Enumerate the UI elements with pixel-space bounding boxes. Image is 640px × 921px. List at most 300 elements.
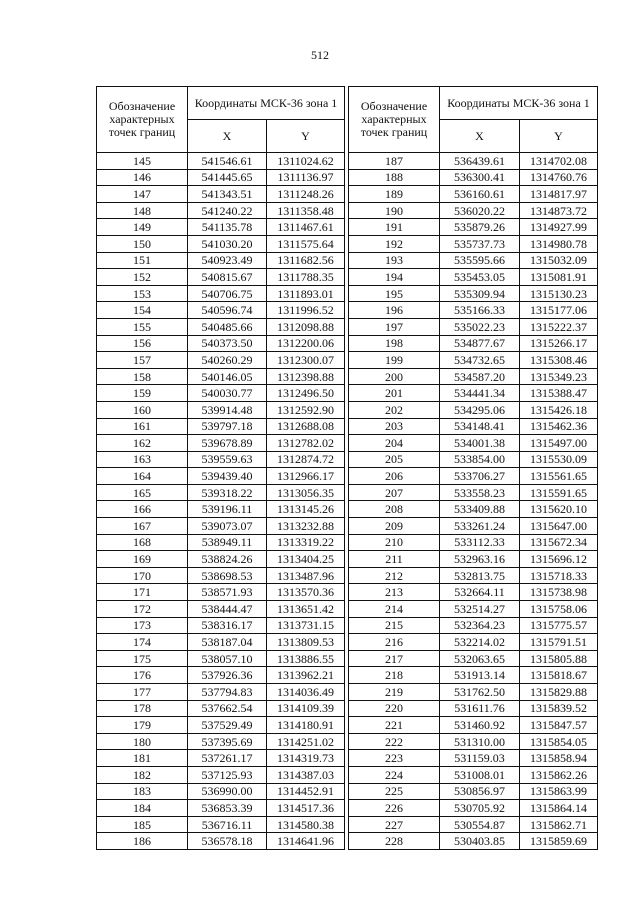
table-row <box>349 800 598 817</box>
y-coordinate-cell: 1315847.57 <box>520 717 598 734</box>
x-coordinate-cell: 540706.75 <box>188 285 267 302</box>
point-label-header: Обозначение характерных точек границ <box>97 87 188 153</box>
y-coordinate-cell: 1315222.37 <box>520 318 598 335</box>
point-number-cell: 168 <box>97 534 188 551</box>
x-coordinate-cell: 535453.05 <box>440 269 520 286</box>
table-row <box>349 750 598 767</box>
y-coordinate-cell: 1313145.26 <box>267 501 345 518</box>
point-number-cell: 187 <box>349 153 440 170</box>
x-coordinate-cell: 540260.29 <box>188 352 267 369</box>
x-coordinate-cell: 536716.11 <box>188 816 267 833</box>
table-row <box>97 285 345 302</box>
table-row <box>349 766 598 783</box>
y-coordinate-cell: 1315839.52 <box>520 700 598 717</box>
y-coordinate-cell: 1315863.99 <box>520 783 598 800</box>
x-coordinate-cell: 540030.77 <box>188 385 267 402</box>
page-number: 512 <box>311 48 329 62</box>
table-row <box>349 186 598 203</box>
point-number-cell: 164 <box>97 468 188 485</box>
table-row <box>97 816 345 833</box>
point-number-cell: 192 <box>349 235 440 252</box>
point-number-cell: 154 <box>97 302 188 319</box>
table-row <box>349 368 598 385</box>
point-number-cell: 162 <box>97 435 188 452</box>
table-row <box>349 650 598 667</box>
x-coordinate-cell: 532664.11 <box>440 584 520 601</box>
y-coordinate-cell: 1311358.48 <box>267 202 345 219</box>
x-coordinate-cell: 540815.67 <box>188 269 267 286</box>
table-row <box>97 667 345 684</box>
x-coordinate-cell: 540485.66 <box>188 318 267 335</box>
point-number-cell: 166 <box>97 501 188 518</box>
point-number-cell: 181 <box>97 750 188 767</box>
table-row <box>97 551 345 568</box>
table-row <box>97 733 345 750</box>
x-coordinate-cell: 532214.02 <box>440 634 520 651</box>
point-number-cell: 213 <box>349 584 440 601</box>
table-row <box>349 468 598 485</box>
point-number-cell: 180 <box>97 733 188 750</box>
y-coordinate-cell: 1314760.76 <box>520 169 598 186</box>
table-row <box>97 518 345 535</box>
y-coordinate-cell: 1315862.26 <box>520 766 598 783</box>
point-number-cell: 155 <box>97 318 188 335</box>
table-row <box>97 302 345 319</box>
point-number-cell: 156 <box>97 335 188 352</box>
x-coordinate-cell: 535022.23 <box>440 318 520 335</box>
x-coordinate-cell: 537125.93 <box>188 766 267 783</box>
table-row <box>349 733 598 750</box>
point-number-cell: 215 <box>349 617 440 634</box>
point-number-cell: 172 <box>97 601 188 618</box>
x-coordinate-cell: 534441.34 <box>440 385 520 402</box>
y-coordinate-cell: 1311575.64 <box>267 235 345 252</box>
point-number-cell: 148 <box>97 202 188 219</box>
x-coordinate-cell: 541135.78 <box>188 219 267 236</box>
x-coordinate-cell: 532514.27 <box>440 601 520 618</box>
x-coordinate-cell: 541546.61 <box>188 153 267 170</box>
x-coordinate-cell: 536853.39 <box>188 800 267 817</box>
table-row <box>349 684 598 701</box>
table-row <box>349 700 598 717</box>
point-number-cell: 220 <box>349 700 440 717</box>
table-row <box>97 269 345 286</box>
point-number-cell: 159 <box>97 385 188 402</box>
y-coordinate-cell: 1315497.00 <box>520 435 598 452</box>
point-number-cell: 208 <box>349 501 440 518</box>
point-number-cell: 153 <box>97 285 188 302</box>
table-row <box>349 219 598 236</box>
x-coordinate-cell: 539559.63 <box>188 451 267 468</box>
y-coordinate-cell: 1315858.94 <box>520 750 598 767</box>
point-number-cell: 161 <box>97 418 188 435</box>
y-coordinate-cell: 1315775.57 <box>520 617 598 634</box>
x-coordinate-cell: 534295.06 <box>440 401 520 418</box>
point-number-cell: 194 <box>349 269 440 286</box>
table-row <box>97 153 345 170</box>
x-coordinate-cell: 534587.20 <box>440 368 520 385</box>
y-coordinate-cell: 1311024.62 <box>267 153 345 170</box>
y-coordinate-cell: 1312782.02 <box>267 435 345 452</box>
x-coordinate-cell: 539797.18 <box>188 418 267 435</box>
y-coordinate-cell: 1315758.06 <box>520 601 598 618</box>
point-number-cell: 151 <box>97 252 188 269</box>
point-number-cell: 221 <box>349 717 440 734</box>
point-number-cell: 219 <box>349 684 440 701</box>
table-row <box>349 783 598 800</box>
point-number-cell: 207 <box>349 484 440 501</box>
y-coordinate-cell: 1311996.52 <box>267 302 345 319</box>
table-row <box>97 169 345 186</box>
y-coordinate-cell: 1315561.65 <box>520 468 598 485</box>
table-row <box>97 700 345 717</box>
x-coordinate-cell: 531460.92 <box>440 717 520 734</box>
y-coordinate-cell: 1315791.51 <box>520 634 598 651</box>
y-coordinate-cell: 1313319.22 <box>267 534 345 551</box>
x-coordinate-cell: 532364.23 <box>440 617 520 634</box>
table-row <box>349 169 598 186</box>
point-number-cell: 158 <box>97 368 188 385</box>
point-number-cell: 149 <box>97 219 188 236</box>
y-coordinate-cell: 1314319.73 <box>267 750 345 767</box>
coords-system-header: Координаты МСК-36 зона 1 <box>188 87 345 120</box>
y-coordinate-cell: 1314180.91 <box>267 717 345 734</box>
table-row <box>349 285 598 302</box>
table-row <box>97 601 345 618</box>
x-coordinate-cell: 539678.89 <box>188 435 267 452</box>
table-row <box>349 551 598 568</box>
x-coordinate-cell: 531611.76 <box>440 700 520 717</box>
x-coordinate-cell: 538824.26 <box>188 551 267 568</box>
point-number-cell: 200 <box>349 368 440 385</box>
point-number-cell: 178 <box>97 700 188 717</box>
y-coordinate-cell: 1315388.47 <box>520 385 598 402</box>
y-coordinate-cell: 1315862.71 <box>520 816 598 833</box>
y-coordinate-cell: 1311136.97 <box>267 169 345 186</box>
x-coordinate-cell: 539318.22 <box>188 484 267 501</box>
table-row <box>349 567 598 584</box>
y-coordinate-cell: 1315859.69 <box>520 833 598 850</box>
table-row <box>97 318 345 335</box>
table-row <box>349 833 598 850</box>
x-coordinate-cell: 538698.53 <box>188 567 267 584</box>
point-number-cell: 218 <box>349 667 440 684</box>
table-row <box>97 468 345 485</box>
y-coordinate-cell: 1314452.91 <box>267 783 345 800</box>
point-number-cell: 193 <box>349 252 440 269</box>
point-number-cell: 190 <box>349 202 440 219</box>
y-coordinate-cell: 1313962.21 <box>267 667 345 684</box>
table-row <box>349 717 598 734</box>
y-coordinate-cell: 1312496.50 <box>267 385 345 402</box>
point-number-cell: 183 <box>97 783 188 800</box>
table-row <box>97 235 345 252</box>
x-coordinate-cell: 536578.18 <box>188 833 267 850</box>
x-coordinate-cell: 533706.27 <box>440 468 520 485</box>
point-number-cell: 182 <box>97 766 188 783</box>
x-coordinate-cell: 535737.73 <box>440 235 520 252</box>
y-coordinate-cell: 1315462.36 <box>520 418 598 435</box>
point-number-cell: 173 <box>97 617 188 634</box>
point-number-cell: 222 <box>349 733 440 750</box>
y-coordinate-cell: 1311248.26 <box>267 186 345 203</box>
y-coordinate-cell: 1315738.98 <box>520 584 598 601</box>
table-row <box>349 484 598 501</box>
point-number-cell: 197 <box>349 318 440 335</box>
x-coordinate-cell: 533409.88 <box>440 501 520 518</box>
point-label-header: Обозначение характерных точек границ <box>349 87 440 153</box>
point-number-cell: 204 <box>349 435 440 452</box>
point-number-cell: 177 <box>97 684 188 701</box>
table-row <box>349 352 598 369</box>
point-number-cell: 225 <box>349 783 440 800</box>
x-coordinate-cell: 533112.33 <box>440 534 520 551</box>
x-coordinate-cell: 538571.93 <box>188 584 267 601</box>
x-coordinate-cell: 536020.22 <box>440 202 520 219</box>
table-row <box>349 601 598 618</box>
y-coordinate-cell: 1315696.12 <box>520 551 598 568</box>
table-row <box>97 650 345 667</box>
x-coordinate-cell: 532813.75 <box>440 567 520 584</box>
x-coordinate-cell: 537529.49 <box>188 717 267 734</box>
table-row <box>349 534 598 551</box>
x-coordinate-cell: 538187.04 <box>188 634 267 651</box>
point-number-cell: 188 <box>349 169 440 186</box>
y-coordinate-cell: 1315620.10 <box>520 501 598 518</box>
y-header: Y <box>267 120 345 153</box>
point-number-cell: 202 <box>349 401 440 418</box>
table-row <box>349 667 598 684</box>
y-coordinate-cell: 1314980.78 <box>520 235 598 252</box>
y-coordinate-cell: 1315854.05 <box>520 733 598 750</box>
point-number-cell: 184 <box>97 800 188 817</box>
point-number-cell: 174 <box>97 634 188 651</box>
y-header: Y <box>520 120 598 153</box>
y-coordinate-cell: 1312688.08 <box>267 418 345 435</box>
table-row <box>97 451 345 468</box>
y-coordinate-cell: 1314873.72 <box>520 202 598 219</box>
table-row <box>349 418 598 435</box>
x-header: X <box>440 120 520 153</box>
x-coordinate-cell: 540146.05 <box>188 368 267 385</box>
point-number-cell: 146 <box>97 169 188 186</box>
point-number-cell: 224 <box>349 766 440 783</box>
point-number-cell: 176 <box>97 667 188 684</box>
point-number-cell: 163 <box>97 451 188 468</box>
x-coordinate-cell: 531159.03 <box>440 750 520 767</box>
table-row <box>349 269 598 286</box>
point-number-cell: 175 <box>97 650 188 667</box>
y-coordinate-cell: 1315647.00 <box>520 518 598 535</box>
point-number-cell: 169 <box>97 551 188 568</box>
x-coordinate-cell: 539073.07 <box>188 518 267 535</box>
y-coordinate-cell: 1313886.55 <box>267 650 345 667</box>
point-number-cell: 167 <box>97 518 188 535</box>
y-coordinate-cell: 1315177.06 <box>520 302 598 319</box>
y-coordinate-cell: 1314036.49 <box>267 684 345 701</box>
x-coordinate-cell: 541240.22 <box>188 202 267 219</box>
point-number-cell: 198 <box>349 335 440 352</box>
y-coordinate-cell: 1313570.36 <box>267 584 345 601</box>
y-coordinate-cell: 1314927.99 <box>520 219 598 236</box>
y-coordinate-cell: 1315672.34 <box>520 534 598 551</box>
table-row <box>349 518 598 535</box>
coords-system-header: Координаты МСК-36 зона 1 <box>440 87 598 120</box>
y-coordinate-cell: 1315864.14 <box>520 800 598 817</box>
table-row <box>349 252 598 269</box>
y-coordinate-cell: 1315349.23 <box>520 368 598 385</box>
point-number-cell: 186 <box>97 833 188 850</box>
x-coordinate-cell: 537794.83 <box>188 684 267 701</box>
point-number-cell: 196 <box>349 302 440 319</box>
table-row <box>349 634 598 651</box>
x-coordinate-cell: 530705.92 <box>440 800 520 817</box>
y-coordinate-cell: 1312300.07 <box>267 352 345 369</box>
x-coordinate-cell: 539196.11 <box>188 501 267 518</box>
point-number-cell: 216 <box>349 634 440 651</box>
y-coordinate-cell: 1312200.06 <box>267 335 345 352</box>
table-row <box>97 501 345 518</box>
x-coordinate-cell: 541343.51 <box>188 186 267 203</box>
x-coordinate-cell: 536439.61 <box>440 153 520 170</box>
y-coordinate-cell: 1312966.17 <box>267 468 345 485</box>
point-number-cell: 212 <box>349 567 440 584</box>
y-coordinate-cell: 1313731.15 <box>267 617 345 634</box>
point-number-cell: 209 <box>349 518 440 535</box>
x-coordinate-cell: 540923.49 <box>188 252 267 269</box>
y-coordinate-cell: 1315032.09 <box>520 252 598 269</box>
x-coordinate-cell: 537926.36 <box>188 667 267 684</box>
table-row <box>97 484 345 501</box>
point-number-cell: 165 <box>97 484 188 501</box>
point-number-cell: 205 <box>349 451 440 468</box>
table-row <box>349 617 598 634</box>
table-row <box>97 401 345 418</box>
table-row <box>97 385 345 402</box>
y-coordinate-cell: 1315818.67 <box>520 667 598 684</box>
y-coordinate-cell: 1314817.97 <box>520 186 598 203</box>
x-coordinate-cell: 537395.69 <box>188 733 267 750</box>
x-coordinate-cell: 530856.97 <box>440 783 520 800</box>
point-number-cell: 203 <box>349 418 440 435</box>
table-row <box>349 202 598 219</box>
point-number-cell: 189 <box>349 186 440 203</box>
table-row <box>349 335 598 352</box>
table-row <box>97 684 345 701</box>
x-coordinate-cell: 541445.65 <box>188 169 267 186</box>
table-row <box>349 816 598 833</box>
y-coordinate-cell: 1313404.25 <box>267 551 345 568</box>
table-row <box>97 435 345 452</box>
table-row <box>97 584 345 601</box>
point-number-cell: 152 <box>97 269 188 286</box>
y-coordinate-cell: 1315829.88 <box>520 684 598 701</box>
coordinates-table-left <box>96 86 345 850</box>
x-coordinate-cell: 538057.10 <box>188 650 267 667</box>
y-coordinate-cell: 1313232.88 <box>267 518 345 535</box>
y-coordinate-cell: 1312592.90 <box>267 401 345 418</box>
y-coordinate-cell: 1312098.88 <box>267 318 345 335</box>
x-coordinate-cell: 539439.40 <box>188 468 267 485</box>
table-row <box>349 401 598 418</box>
table-row <box>349 501 598 518</box>
x-coordinate-cell: 537261.17 <box>188 750 267 767</box>
x-coordinate-cell: 535595.66 <box>440 252 520 269</box>
x-coordinate-cell: 531913.14 <box>440 667 520 684</box>
y-coordinate-cell: 1315308.46 <box>520 352 598 369</box>
y-coordinate-cell: 1315805.88 <box>520 650 598 667</box>
x-coordinate-cell: 541030.20 <box>188 235 267 252</box>
point-number-cell: 195 <box>349 285 440 302</box>
y-coordinate-cell: 1313809.53 <box>267 634 345 651</box>
x-coordinate-cell: 540596.74 <box>188 302 267 319</box>
y-coordinate-cell: 1314702.08 <box>520 153 598 170</box>
point-number-cell: 150 <box>97 235 188 252</box>
point-number-cell: 185 <box>97 816 188 833</box>
point-number-cell: 171 <box>97 584 188 601</box>
point-number-cell: 226 <box>349 800 440 817</box>
point-number-cell: 214 <box>349 601 440 618</box>
table-row <box>97 335 345 352</box>
y-coordinate-cell: 1315591.65 <box>520 484 598 501</box>
x-coordinate-cell: 532963.16 <box>440 551 520 568</box>
x-coordinate-cell: 533558.23 <box>440 484 520 501</box>
y-coordinate-cell: 1313056.35 <box>267 484 345 501</box>
table-row <box>97 634 345 651</box>
point-number-cell: 179 <box>97 717 188 734</box>
y-coordinate-cell: 1312398.88 <box>267 368 345 385</box>
x-coordinate-cell: 540373.50 <box>188 335 267 352</box>
x-coordinate-cell: 534001.38 <box>440 435 520 452</box>
table-row <box>97 534 345 551</box>
table-row <box>97 750 345 767</box>
point-number-cell: 210 <box>349 534 440 551</box>
table-row <box>349 435 598 452</box>
y-coordinate-cell: 1315130.23 <box>520 285 598 302</box>
y-coordinate-cell: 1311893.01 <box>267 285 345 302</box>
x-coordinate-cell: 531008.01 <box>440 766 520 783</box>
x-coordinate-cell: 535166.33 <box>440 302 520 319</box>
point-number-cell: 191 <box>349 219 440 236</box>
y-coordinate-cell: 1311467.61 <box>267 219 345 236</box>
table-row <box>349 385 598 402</box>
y-coordinate-cell: 1314109.39 <box>267 700 345 717</box>
table-row <box>97 368 345 385</box>
x-coordinate-cell: 536160.61 <box>440 186 520 203</box>
table-row <box>97 617 345 634</box>
y-coordinate-cell: 1311788.35 <box>267 269 345 286</box>
y-coordinate-cell: 1315266.17 <box>520 335 598 352</box>
coordinates-table-right <box>348 86 598 850</box>
y-coordinate-cell: 1311682.56 <box>267 252 345 269</box>
table-row <box>97 833 345 850</box>
y-coordinate-cell: 1314251.02 <box>267 733 345 750</box>
y-coordinate-cell: 1314580.38 <box>267 816 345 833</box>
x-coordinate-cell: 534877.67 <box>440 335 520 352</box>
point-number-cell: 147 <box>97 186 188 203</box>
y-coordinate-cell: 1314387.03 <box>267 766 345 783</box>
x-coordinate-cell: 534148.41 <box>440 418 520 435</box>
table-row <box>97 202 345 219</box>
point-number-cell: 145 <box>97 153 188 170</box>
table-row <box>97 766 345 783</box>
x-coordinate-cell: 534732.65 <box>440 352 520 369</box>
point-number-cell: 157 <box>97 352 188 369</box>
y-coordinate-cell: 1314641.96 <box>267 833 345 850</box>
point-number-cell: 223 <box>349 750 440 767</box>
x-coordinate-cell: 533261.24 <box>440 518 520 535</box>
point-number-cell: 160 <box>97 401 188 418</box>
